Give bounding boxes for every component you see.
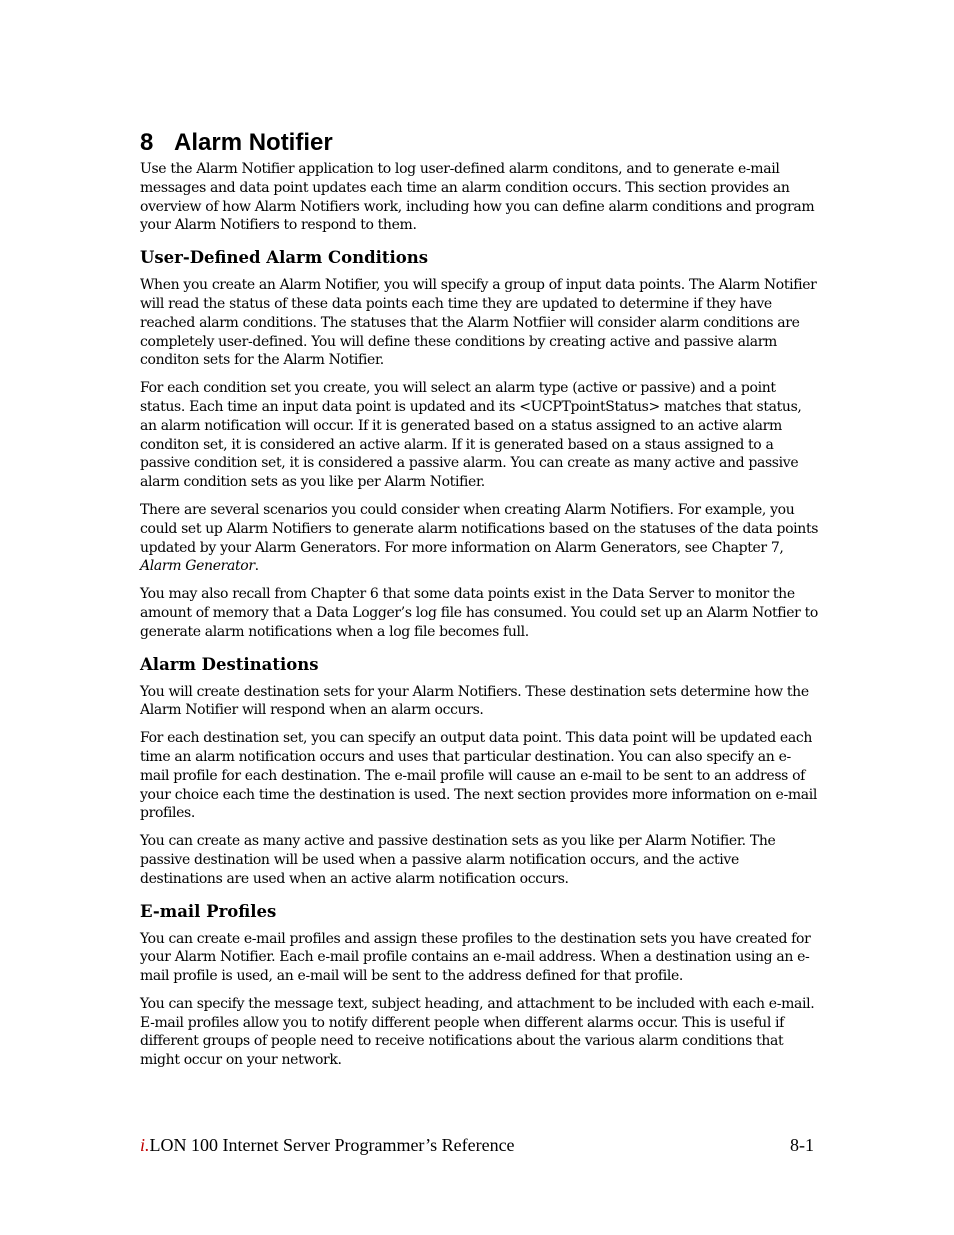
footer-title-text: LON 100 Internet Server Programmer’s Reference — [149, 1135, 515, 1155]
page-body — [140, 128, 820, 1079]
chapter-number: 8 — [140, 129, 154, 156]
paragraph — [140, 501, 820, 576]
paragraph-tail: . — [254, 558, 259, 575]
page-number: 8-1 — [790, 1135, 814, 1155]
section-heading: Alarm Destinations — [140, 654, 319, 674]
paragraph: You can specify the message text, subject heading, and attachment to be included with each e-mail. E-mail profiles allow you to notify different people when different alarms occur. This is useful if different groups of people need to receive notifications about the various alarm conditions that might occur on your network. — [140, 995, 815, 1069]
chapter-title — [140, 128, 820, 158]
intro-paragraph: Use the Alarm Notifier application to log user-defined alarm conditons, and to generate e-mail messages and data point updates each time an alarm condition occurs. This section provides an overview of how Alarm Notifiers work, including how you can define alarm conditions and program your Alarm Notifiers to respond to them. — [140, 161, 815, 234]
paragraph: You will create destination sets for your Alarm Notifiers. These destination sets determine how the Alarm Notifier will respond when an alarm occurs. — [140, 683, 809, 719]
paragraph: For each condition set you create, you will select an alarm type (active or passive) and a point status. Each time an input data point is updated and its <UCPTpointStatus> matches that status, an alarm notification will occur. If it is generated based on a status assigned to an active alarm conditon set, it is considered an active alarm. If it is generated based on a staus assigned to a passive condition set, it is considered a passive alarm. You can create as many active and passive alarm condition sets as you like per Alarm Notifier. — [140, 380, 802, 491]
section-heading: User-Defined Alarm Conditions — [140, 248, 429, 268]
paragraph: You can create as many active and passive destination sets as you like per Alarm Notifier. The passive destination will be used when a passive alarm notification occurs, and the active destinations are used when an active alarm notification occurs. — [140, 833, 776, 887]
paragraph: You can create e-mail profiles and assign these profiles to the destination sets you have created for your Alarm Notifier. Each e-mail profile contains an e-mail address. When a destination using an e-mail profile is used, an e-mail will be sent to the address defined for that profile. — [140, 930, 811, 985]
footer-brand-prefix: i. — [140, 1135, 150, 1155]
cross-reference: Alarm Generator — [140, 558, 255, 575]
chapter-title-text: Alarm Notifier — [174, 129, 333, 156]
paragraph: For each destination set, you can specify an output data point. This data point will be updated each time an alarm notification occurs and uses that particular destination. You can also specify an e-mail profile for each destination. The e-mail profile will cause an e-mail to be sent to an address of your choice each time the destination is used. The next section provides more information on e-mail profiles. — [140, 730, 818, 822]
page-footer — [140, 1135, 814, 1156]
paragraph: When you create an Alarm Notifier, you will specify a group of input data points. The Alarm Notifier will read the status of these data points each time they are updated to determine if they have reached alarm conditions. The statuses that the Alarm Notfiier will consider alarm conditions are completely user-defined. You will define these conditions by creating active and passive alarm conditon sets for the Alarm Notifier. — [140, 277, 817, 369]
footer-title — [140, 1135, 515, 1156]
paragraph-text: There are several scenarios you could consider when creating Alarm Notifiers. For example, you could set up Alarm Notifiers to generate alarm notifications based on the statuses of the data points updated by your Alarm Generators. For more information on Alarm Generators, see Chapter 7, — [140, 501, 819, 556]
section-heading: E-mail Profiles — [140, 901, 277, 921]
paragraph: You may also recall from Chapter 6 that some data points exist in the Data Server to monitor the amount of memory that a Data Logger’s log file has consumed. You could set up an Alarm Notfier to generate alarm notifications when a log file becomes full. — [140, 586, 818, 640]
